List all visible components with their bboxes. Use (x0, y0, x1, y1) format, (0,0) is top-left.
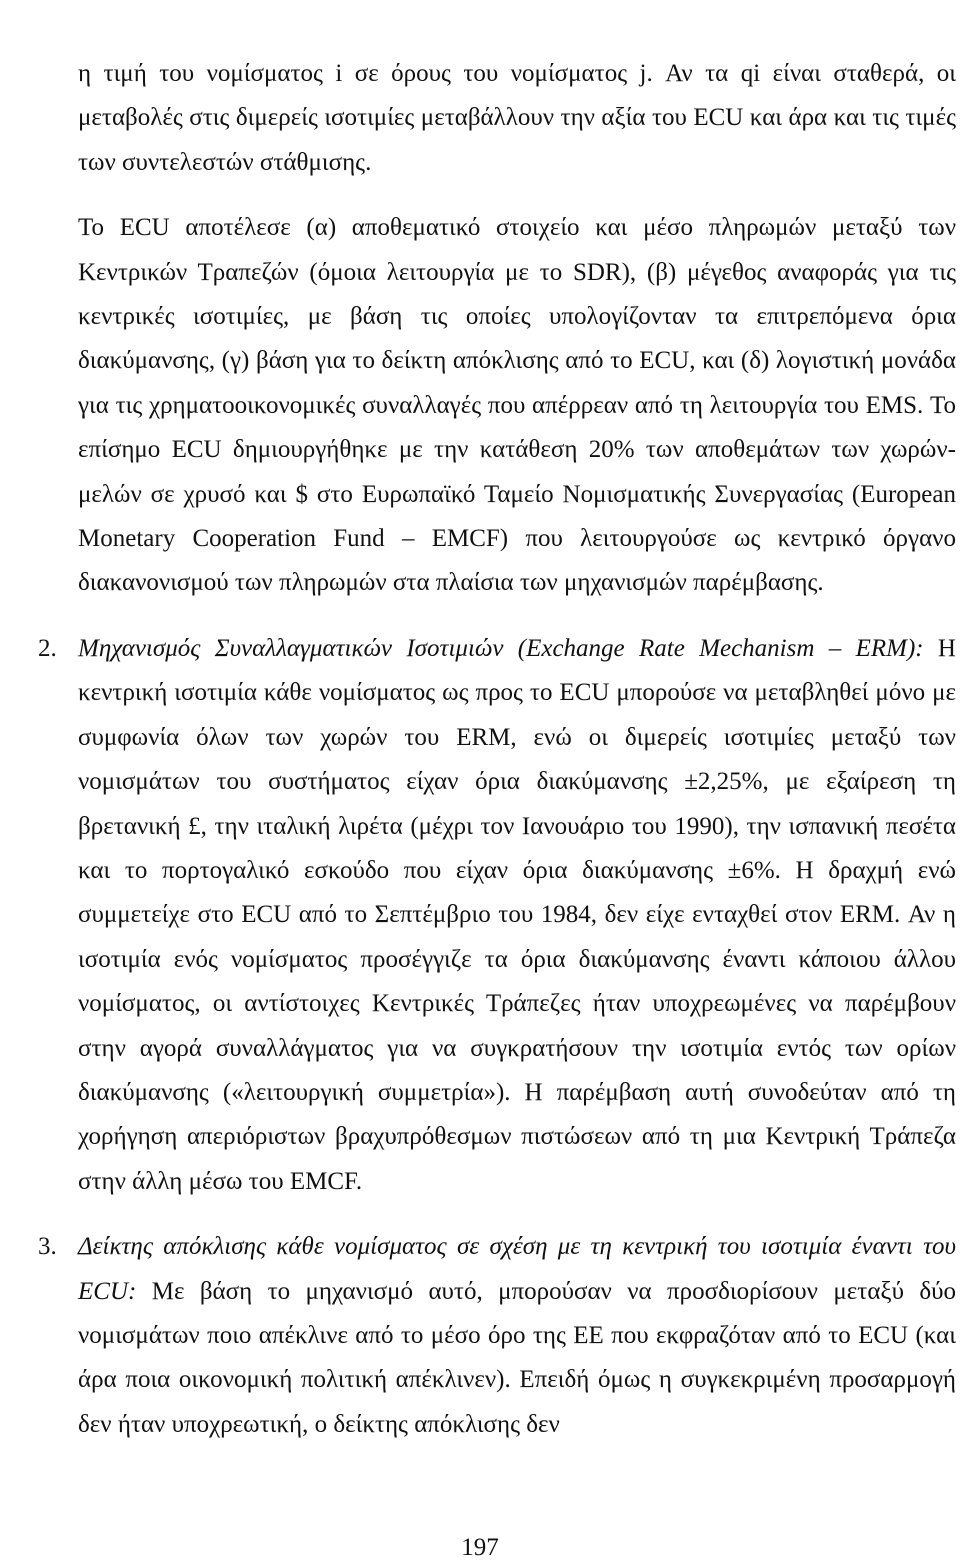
list-item-3-heading: Δείκτης απόκλισης κάθε νομίσματος σε σχέση με τη κεντρική του ισοτιμία έναντι του ECU: (78, 1233, 956, 1305)
page-number: 197 (461, 1534, 499, 1561)
list-item-2-body: Η κεντρική ισοτιμία κάθε νομίσματος ως προς το ECU μπορούσε να μεταβληθεί μόνο με συμφωνία όλων των χωρών του ERM, ενώ οι διμερείς ισοτιμίες μεταξύ των νομισμάτων του συστήματος είχαν όρια διακύμανσης ±2,25%, με εξαίρεση τη βρετανική £, την ιταλική λιρέτα (μέχρι τον Ιανουάριο του 1990), την ισπανική πεσέτα και το πορτογαλικό εσκούδο που είχαν όρια διακύμανσης ±6%. Η δραχμή ενώ συμμετείχε στο ECU από το Σεπτέμβριο του 1984, δεν είχε ενταχθεί στον ERM. Αν η ισοτιμία ενός νομίσματος προσέγγιζε τα όρια διακύμανσης έναντι κάποιου άλλου νομίσματος, οι αντίστοιχες Κεντρικές Τράπεζες ήταν υποχρεωμένες να παρέμβουν στην αγορά συναλλάγματος για να συγκρατήσουν την ισοτιμία εντός των ορίων διακύμανσης («λειτουργική συμμετρία»). Η παρέμβαση αυτή συνοδεύταν από τη χορήγηση απεριόριστων βραχυπρόθεσμων πιστώσεων από τη μια Κεντρική Τράπεζα στην άλλη μέσω του EMCF. (78, 634, 956, 1195)
list-item-2-heading: Μηχανισμός Συναλλαγματικών Ισοτιμιών (Exchange Rate Mechanism – ERM): (78, 634, 924, 662)
paragraph-2: Το ECU αποτέλεσε (α) αποθεματικό στοιχείο και μέσο πληρωμών μεταξύ των Κεντρικών Τραπεζών (όμοια λειτουργία με το SDR), (β) μέγεθος αναφοράς για τις κεντρικές ισοτιμίες, με βάση τις οποίες υπολογίζονταν τα επιτρεπόμενα όρια διακύμανσης, (γ) βάση για το δείκτη απόκλισης από το ECU, και (δ) λογιστική μονάδα για τις χρηματοοικονομικές συναλλαγές που απέρρεαν από τη λειτουργία του EMS. Το επίσημο ECU δημιουργήθηκε με την κατάθεση 20% των αποθεμάτων των χωρών-μελών σε χρυσό και $ στο Ευρωπαϊκό Ταμείο Νομισματικής Συνεργασίας (European Monetary Cooperation Fund – EMCF) που λειτουργούσε ως κεντρικό όργανο διακανονισμού των πληρωμών στα πλαίσια των μηχανισμών παρέμβασης. (78, 214, 956, 597)
list-item-3-text (38, 1225, 956, 1447)
list-item-3 (38, 1225, 956, 1447)
list-item-2-text (38, 627, 956, 1204)
list-item-3-body: Με βάση το μηχανισμό αυτό, μπορούσαν να προσδιορίσουν μεταξύ δύο νομισμάτων ποιο απέκλινε από το μέσο όρο της ΕΕ που εκφραζόταν από το ECU (και άρα ποια οικονομική πολιτική απέκλινεν). Επειδή όμως η συγκεκριμένη προσαρμογή δεν ήταν υποχρεωτική, ο δείκτης απόκλισης δεν (78, 1277, 956, 1438)
list-item-2-number: 2. (38, 634, 57, 662)
paragraph-1: η τιμή του νομίσματος i σε όρους του νομίσματος j. Αν τα qi είναι σταθερά, οι μεταβολές στις διμερείς ισοτιμίες μεταβάλλουν την αξία του ECU και άρα και τις τιμές των συντελεστών στάθμισης. (78, 60, 956, 176)
list-item-2 (38, 627, 956, 1204)
list-item-3-number: 3. (38, 1233, 57, 1261)
document-page (38, 52, 956, 1447)
